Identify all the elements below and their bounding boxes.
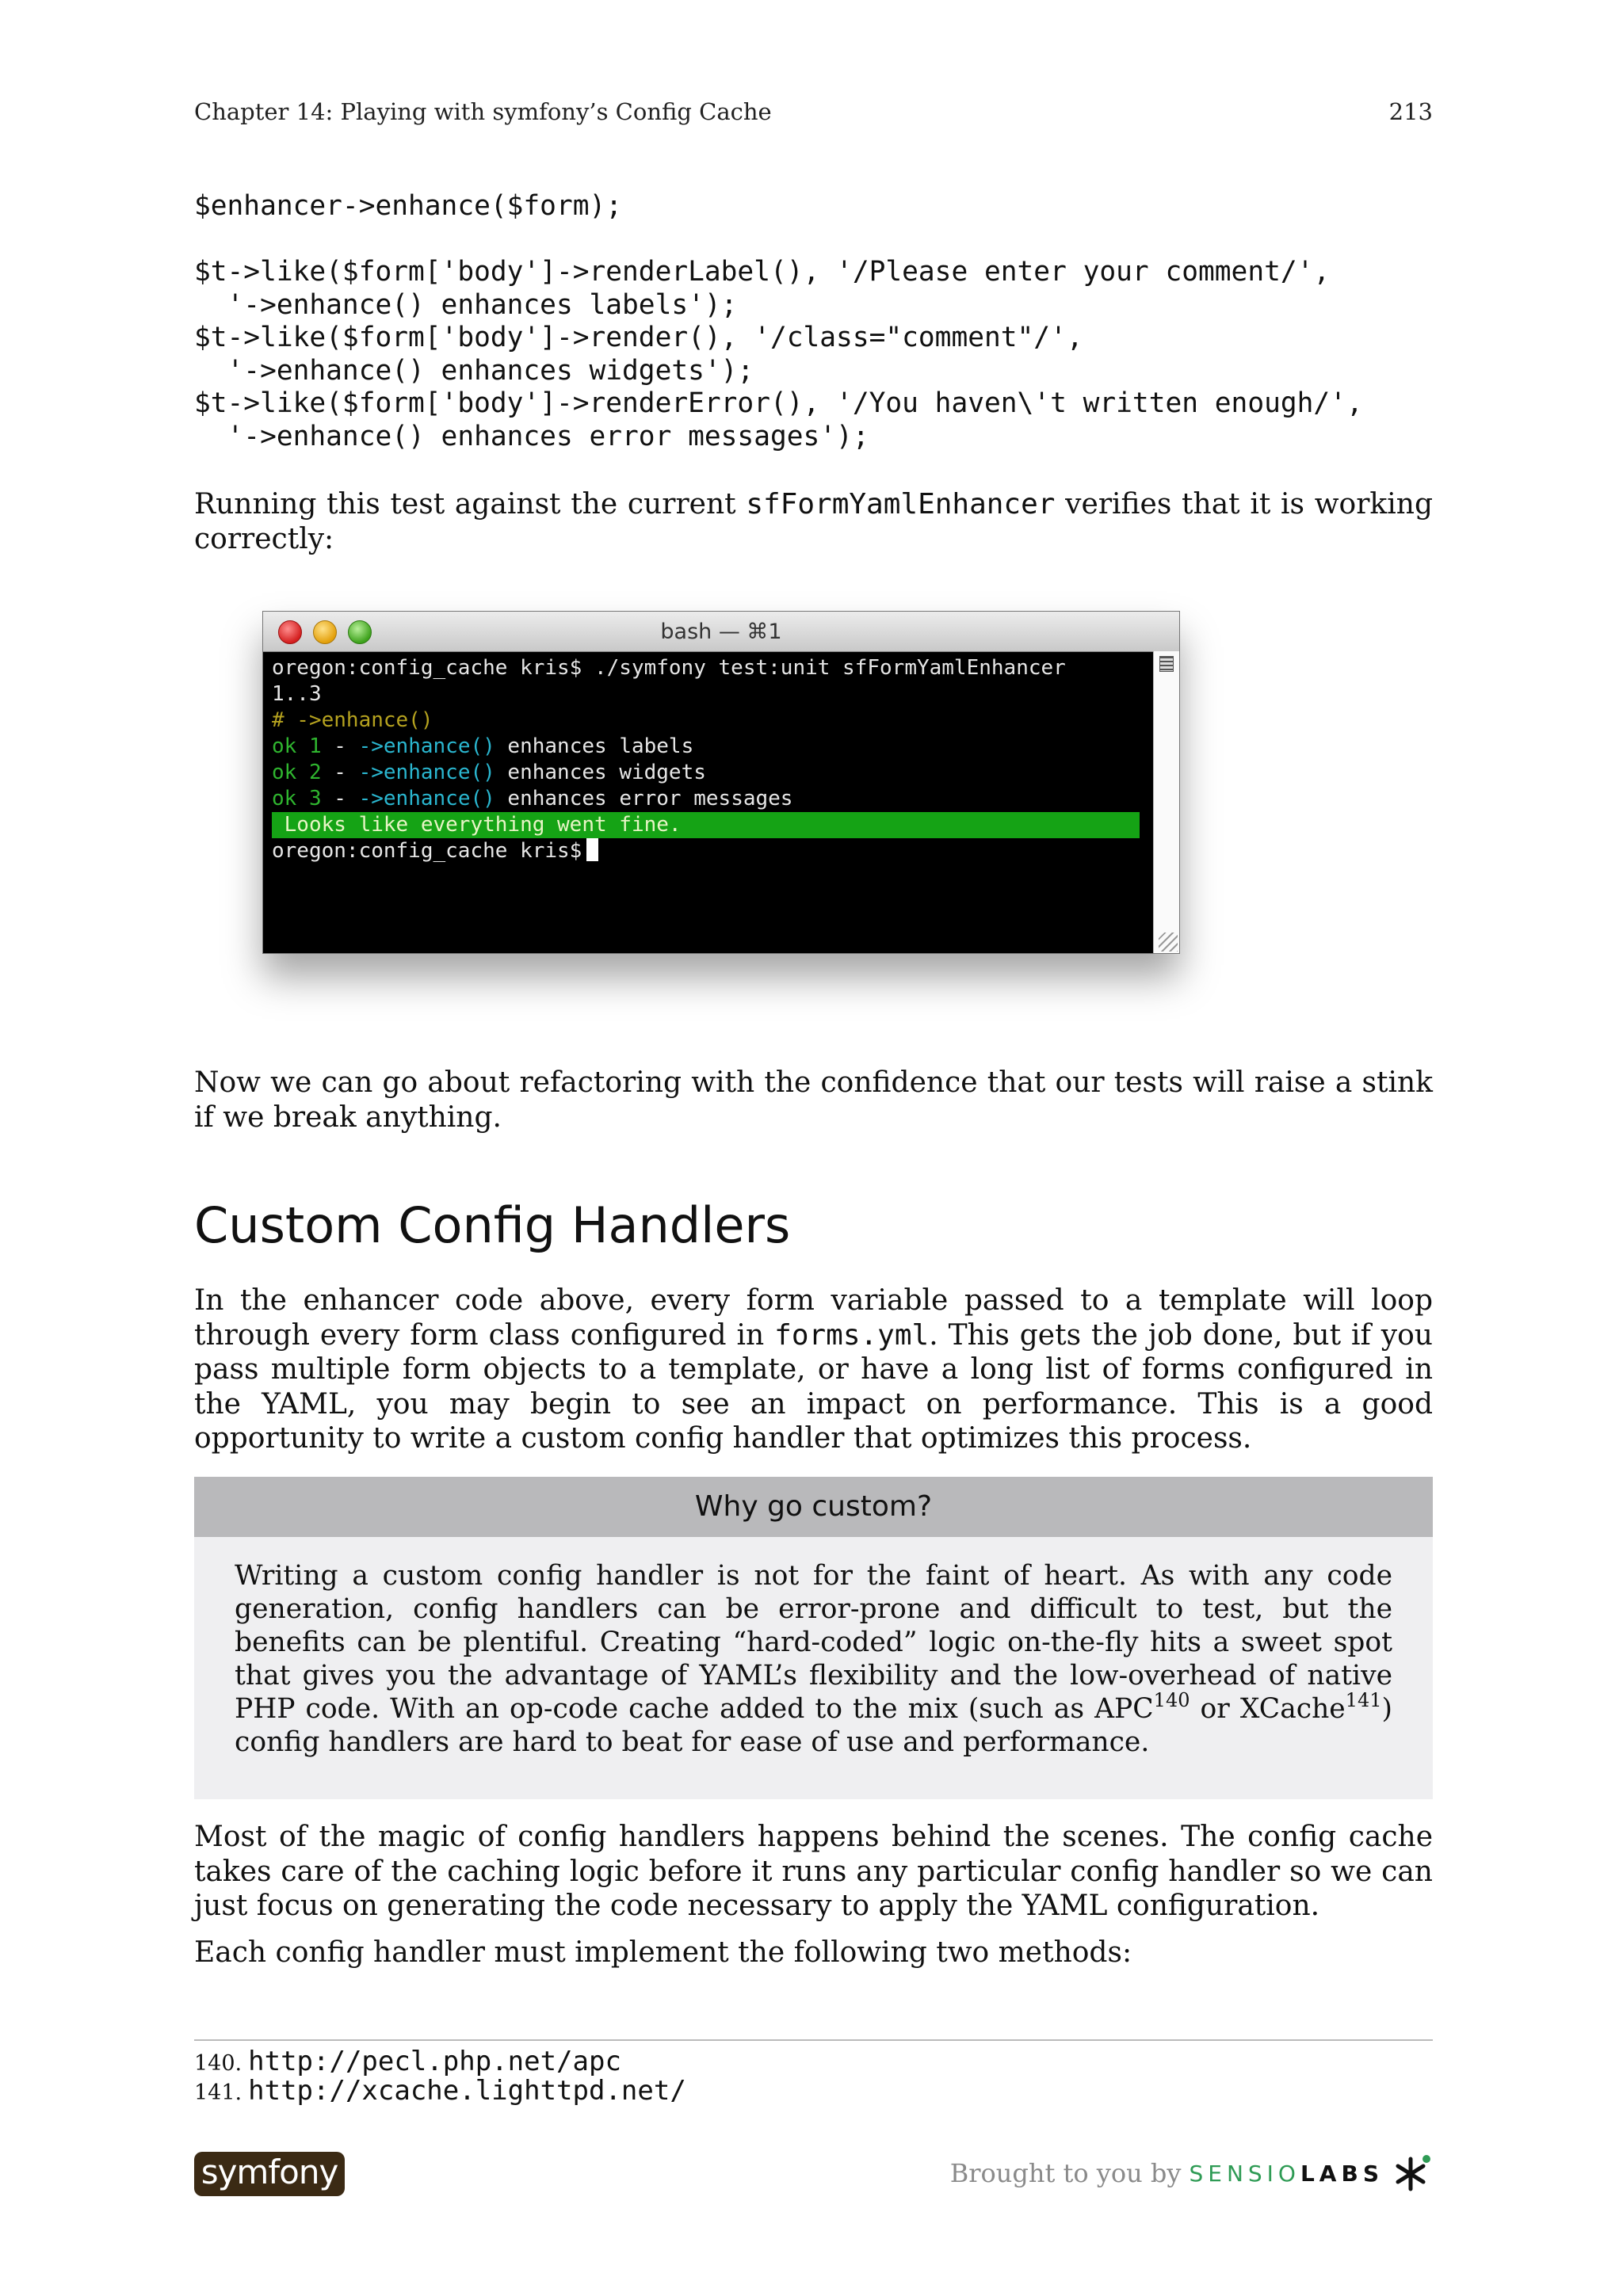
code-line: $t->like($form['body']->render(), '/class="comment"/',: [194, 322, 1083, 353]
paragraph-refactoring: Now we can go about refactoring with the confidence that our tests will raise a stink if we break anything.: [194, 1066, 1433, 1134]
terminal-title: bash — ⌘1: [660, 620, 782, 644]
chapter-title: Chapter 14: Playing with symfony’s Config Cache: [194, 98, 772, 125]
cursor-icon: [586, 838, 598, 861]
terminal-final-prompt: oregon:config_cache kris$: [272, 838, 1140, 864]
paragraph-two-methods: Each config handler must implement the following two methods:: [194, 1936, 1132, 1969]
terminal-comment-line: # ->enhance(): [272, 708, 433, 732]
paragraph-magic: Most of the magic of config handlers happens behind the scenes. The config cache takes care of the caching logic before it runs any particular config handler so we can just focus on generating the code necessary to apply the YAML configuration.: [194, 1821, 1433, 1922]
code-line: $t->like($form['body']->renderLabel(), '/Please enter your comment/',: [194, 256, 1331, 288]
paragraph-enhancer: In the enhancer code above, every form variable passed to a template will loop through every form class configured in forms.yml. This gets the job done, but if you pass multiple form objects to a template, or have a long list of forms configured in the YAML, you may begin to see an impact on performance. This is a good opportunity to write a custom config handler that optimizes this process.: [194, 1284, 1433, 1455]
terminal-scrollbar: [1153, 651, 1179, 953]
footnote-ref: 141: [1345, 1689, 1382, 1711]
code-line: '->enhance() enhances widgets');: [194, 354, 754, 387]
scroll-menu-icon: [1159, 656, 1174, 672]
brought-by-text: Brought to you by: [949, 2158, 1182, 2188]
footnote-ref: 140: [1153, 1689, 1190, 1711]
code-block: [194, 190, 1363, 453]
terminal-result-line: ok 3 - ->enhance() enhances error messages: [272, 787, 793, 810]
section-heading: Custom Config Handlers: [194, 1196, 791, 1254]
page-number: 213: [1388, 98, 1433, 125]
resize-grip-icon: [1159, 933, 1178, 952]
sidebar-text: Writing a custom config handler is not for the faint of heart. As with any code generation, config handlers can be error-prone and difficult to test, but the benefits can be plentiful. Creating “hard-coded” logic on-the-fly hits a sweet spot that gives you the advantage of YAML’s flexibility and the low-overhead of native PHP code. With an op-code cache added to the mix (such as APC$^{140}$ or XCache$^{141}$) config handlers are hard to beat for ease of use and performance.: [235, 1560, 1393, 1758]
terminal-result-line: ok 1 - ->enhance() enhances labels: [272, 734, 694, 758]
sidebar-title: Why go custom?: [194, 1477, 1433, 1537]
code-line: '->enhance() enhances error messages');: [194, 420, 869, 452]
footnote-link[interactable]: http://pecl.php.net/apc: [248, 2046, 621, 2077]
terminal-plan-line: 1..3: [272, 682, 322, 706]
footnote: 140. http://pecl.php.net/apc: [194, 2046, 621, 2077]
terminal-result-line: ok 2 - ->enhance() enhances widgets: [272, 761, 706, 784]
inline-code: sfFormYamlEnhancer: [746, 488, 1056, 521]
terminal-titlebar: [263, 612, 1179, 652]
sensiolabs-icon: [1392, 2153, 1433, 2194]
terminal-screenshot: [262, 611, 1180, 954]
footnote-divider: [194, 2039, 1433, 2041]
running-header: [194, 98, 1433, 125]
footnotes: [194, 2048, 686, 2107]
terminal-output: [272, 655, 1140, 953]
sensiolabs-logo: SENSIOLABS: [1189, 2160, 1384, 2187]
terminal-success-banner: Looks like everything went fine.: [272, 812, 1140, 838]
code-line: $t->like($form['body']->renderError(), '/You haven\'t written enough/',: [194, 387, 1363, 419]
symfony-logo: symfony: [194, 2152, 345, 2196]
code-line: $enhancer->enhance($form);: [194, 190, 623, 222]
footnote: 141. http://xcache.lighttpd.net/: [194, 2075, 686, 2107]
paragraph-running-test: Running this test against the current sfFormYamlEnhancer verifies that it is working correctly:: [194, 488, 1433, 555]
footnote-link[interactable]: http://xcache.lighttpd.net/: [248, 2075, 686, 2107]
terminal-command-line: oregon:config_cache kris$ ./symfony test:unit sfFormYamlEnhancer: [272, 656, 1066, 680]
sponsor-credit: [950, 2153, 1433, 2194]
sidebar-note: [194, 1477, 1433, 1799]
code-line: '->enhance() enhances labels');: [194, 288, 738, 321]
inline-code: forms.yml: [774, 1318, 930, 1352]
